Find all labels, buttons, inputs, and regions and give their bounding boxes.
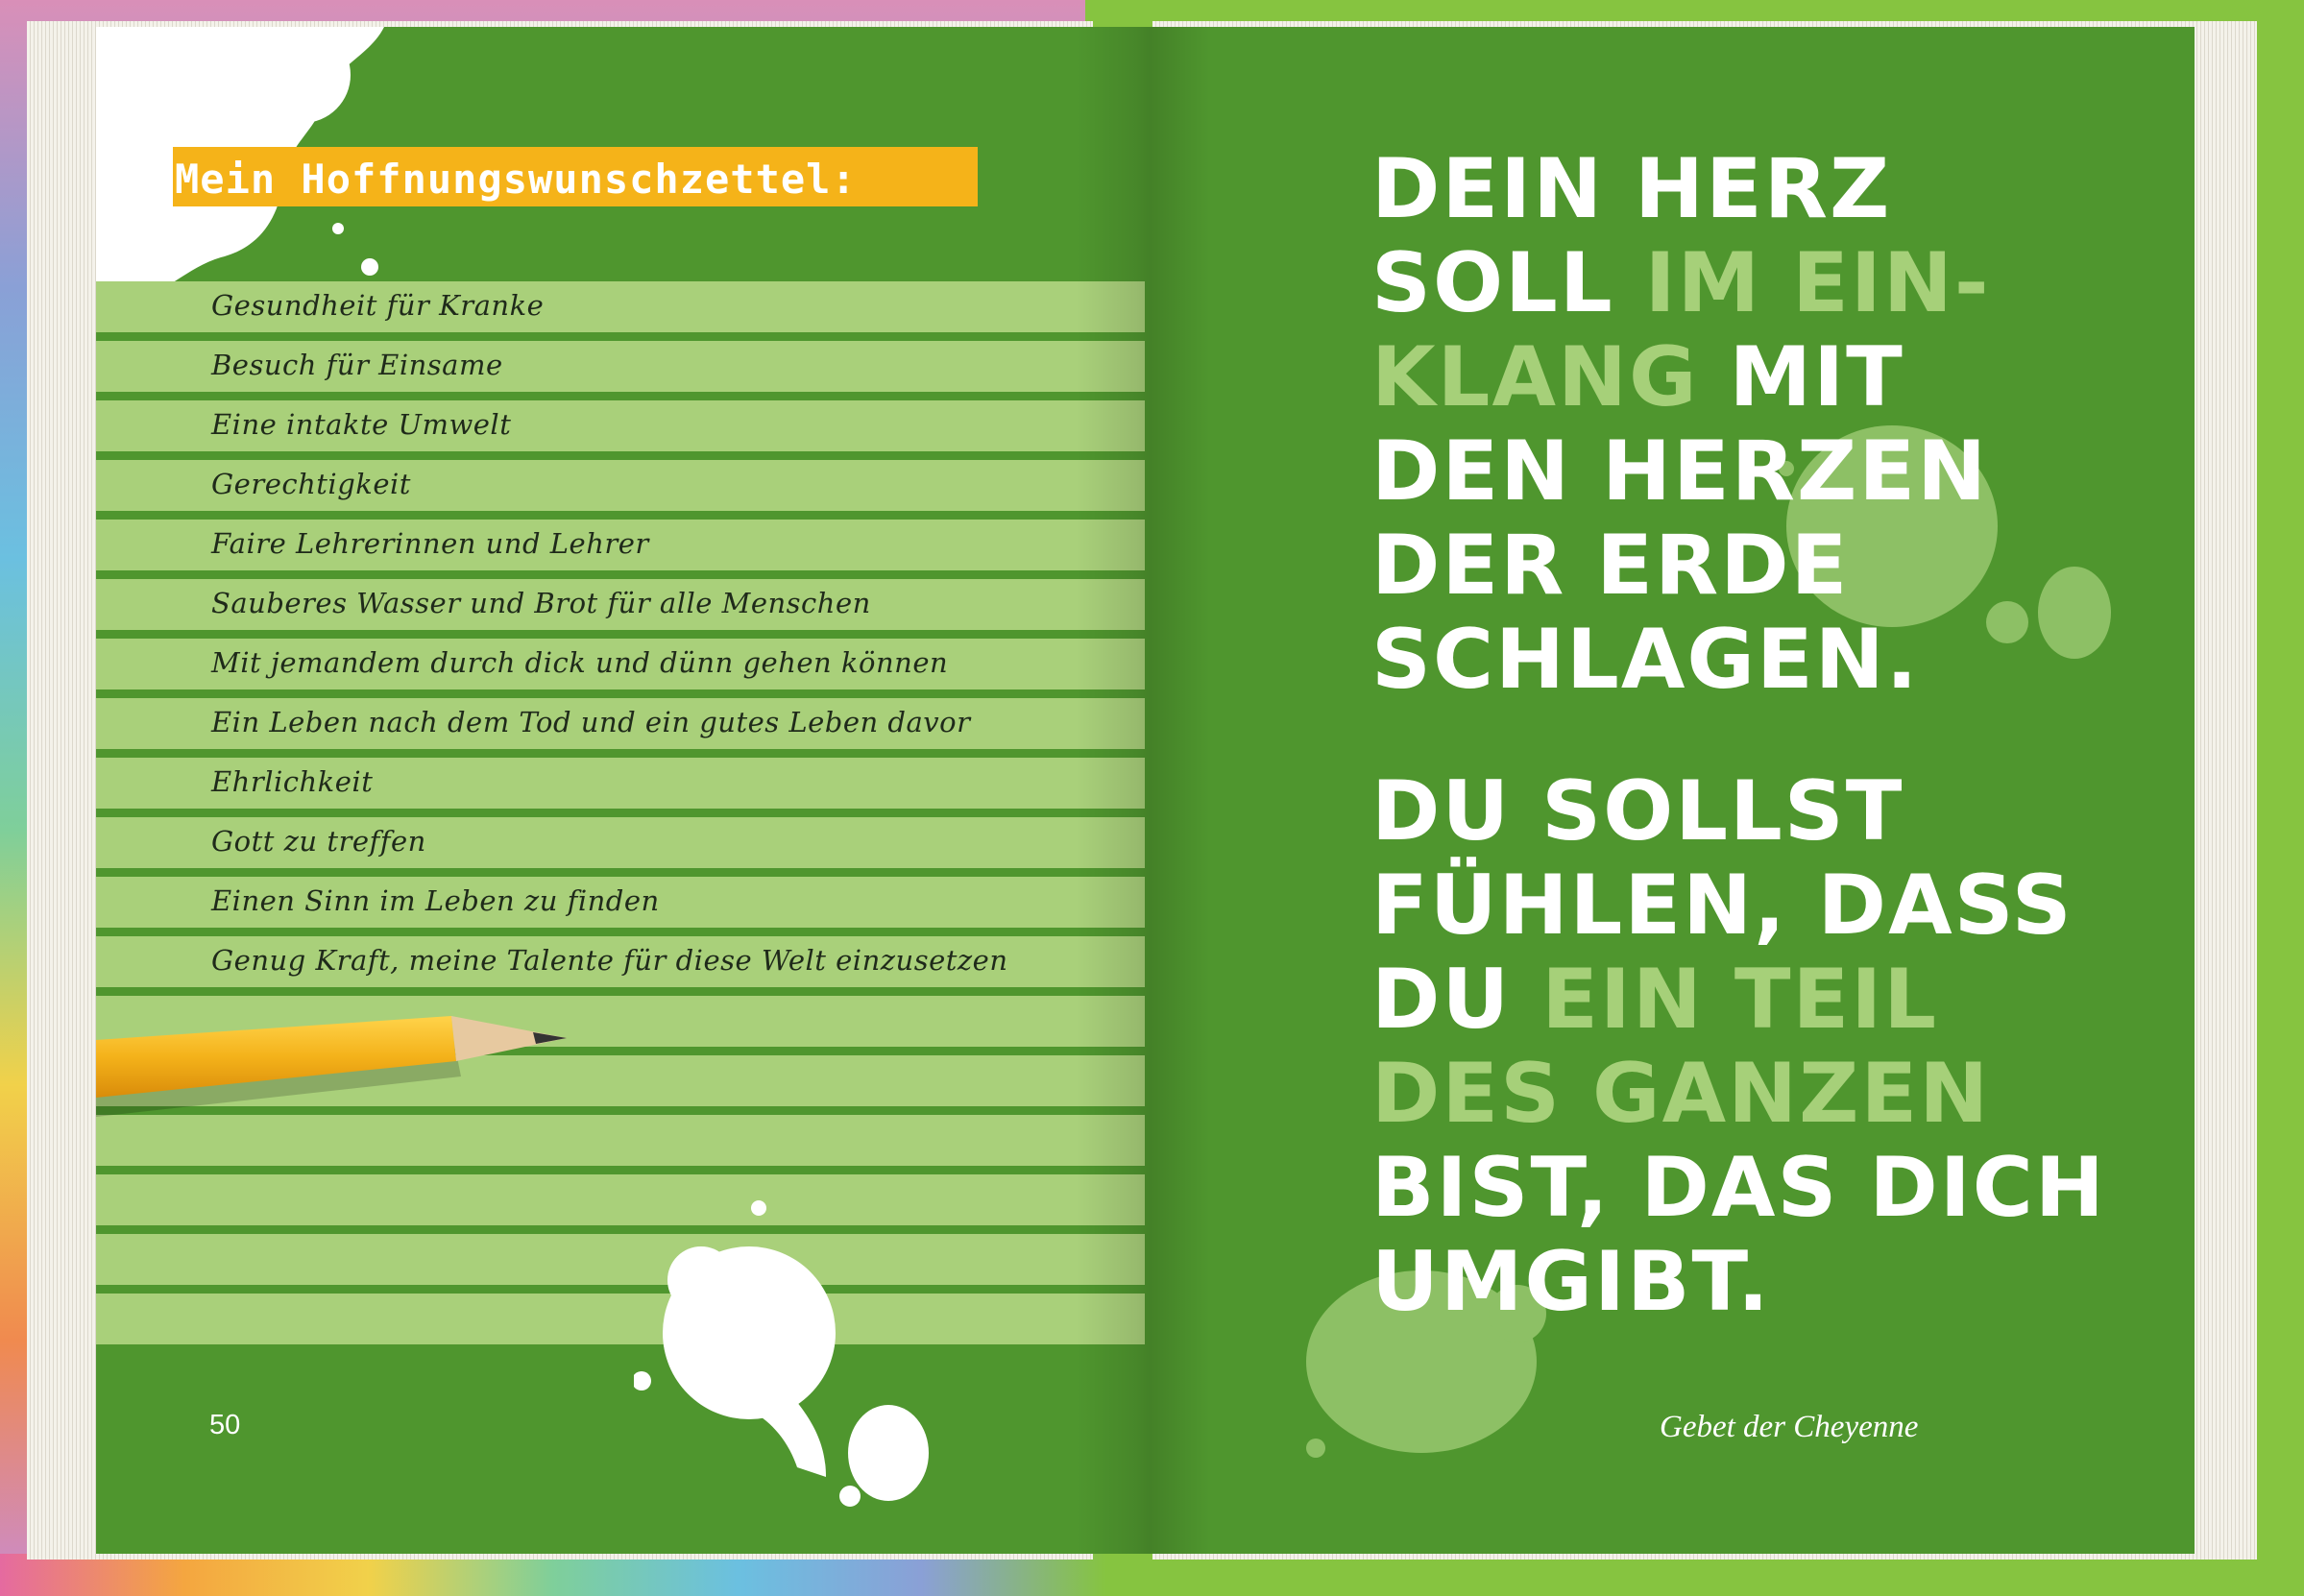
list-heading: Mein Hoffnungswunschzettel: bbox=[175, 156, 857, 203]
poem-line: DU EIN TEIL bbox=[1371, 952, 1939, 1048]
poem-line: SCHLAGEN. bbox=[1371, 612, 1920, 708]
list-line bbox=[96, 460, 1145, 511]
pencil-icon bbox=[96, 1002, 576, 1146]
poem-line: DEIN HERZ bbox=[1371, 141, 1892, 237]
list-line bbox=[96, 1174, 1145, 1225]
right-page bbox=[1152, 27, 2195, 1554]
poem-line: DEN HERZEN bbox=[1371, 423, 1989, 520]
list-item: Gesundheit für Kranke bbox=[211, 289, 545, 322]
list-item: Gerechtigkeit bbox=[211, 468, 411, 500]
list-line bbox=[96, 936, 1145, 987]
list-line bbox=[96, 1294, 1145, 1344]
poem-attribution: Gebet der Cheyenne bbox=[1660, 1410, 1919, 1444]
poem-line: DU SOLLST bbox=[1371, 763, 1904, 859]
list-item: Besuch für Einsame bbox=[211, 349, 503, 381]
wish-list bbox=[96, 281, 1145, 1353]
list-item: Mit jemandem durch dick und dünn gehen können bbox=[211, 646, 949, 679]
list-line bbox=[96, 877, 1145, 928]
list-line bbox=[96, 400, 1145, 451]
list-line bbox=[96, 639, 1145, 689]
poem-line: DER ERDE bbox=[1371, 518, 1850, 614]
list-item: Gott zu treffen bbox=[211, 825, 426, 858]
list-line bbox=[96, 817, 1145, 868]
list-item: Sauberes Wasser und Brot für alle Menschen bbox=[211, 587, 871, 619]
list-item: Ehrlichkeit bbox=[211, 765, 374, 798]
stanza-break bbox=[1371, 707, 2106, 764]
list-line bbox=[96, 520, 1145, 570]
list-item: Ein Leben nach dem Tod und ein gutes Leben davor bbox=[211, 706, 971, 738]
page-number: 50 bbox=[209, 1410, 241, 1440]
list-line bbox=[96, 1234, 1145, 1285]
left-page bbox=[96, 27, 1152, 1554]
poem-line: UMGIBT. bbox=[1371, 1234, 1771, 1330]
poem-line: DES GANZEN bbox=[1371, 1046, 1991, 1142]
poem-line: KLANG MIT bbox=[1371, 329, 1904, 425]
list-item: Eine intakte Umwelt bbox=[211, 408, 512, 441]
list-item: Einen Sinn im Leben zu finden bbox=[211, 884, 660, 917]
list-line bbox=[96, 281, 1145, 332]
ink-splat-bottom bbox=[634, 1189, 951, 1515]
list-line bbox=[96, 758, 1145, 809]
book-cover-edge bbox=[0, 1554, 2304, 1596]
poem-line: SOLL IM EIN- bbox=[1371, 235, 1991, 331]
list-line bbox=[96, 698, 1145, 749]
poem-line: BIST, DAS DICH bbox=[1371, 1140, 2106, 1236]
list-item: Faire Lehrerinnen und Lehrer bbox=[211, 527, 649, 560]
list-line bbox=[96, 341, 1145, 392]
list-line bbox=[96, 579, 1145, 630]
poem bbox=[1371, 142, 2106, 1329]
poem-line: FÜHLEN, DASS bbox=[1371, 858, 2074, 954]
book-gutter bbox=[1076, 27, 1210, 1554]
list-item: Genug Kraft, meine Talente für diese Welt einzusetzen bbox=[211, 944, 1008, 977]
